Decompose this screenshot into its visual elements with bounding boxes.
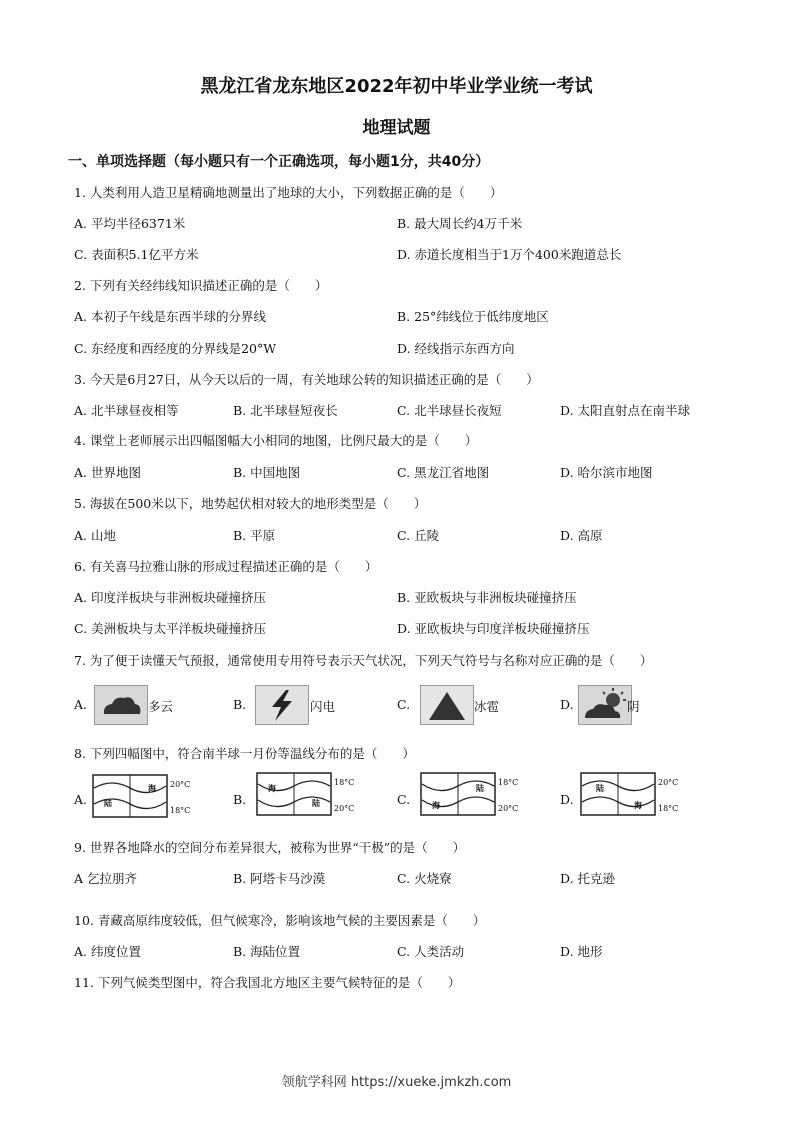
q2-option-c: C. 东经度和西经度的分界线是20°W (74, 341, 277, 356)
question-3: 3. 今天是6月27日，从今天以后的一周，有关地球公转的知识描述正确的是（ ） (74, 372, 539, 387)
q7-option-c: C. (397, 697, 411, 712)
q8-option-a: A. (74, 792, 88, 807)
isotherm-map-d (580, 772, 656, 816)
q7-name-b: 闪电 (310, 699, 336, 714)
q5-option-a: A. 山地 (74, 528, 116, 543)
q9-option-a: A 乞拉朋齐 (74, 871, 138, 886)
question-4: 4. 课堂上老师展示出四幅图幅大小相同的地图，比例尺最大的是（ ） (74, 433, 478, 448)
page-subtitle: 地理试题 (362, 118, 431, 138)
q6-option-a: A. 印度洋板块与非洲板块碰撞挤压 (74, 590, 266, 605)
map-b-temp-2: 20°C (334, 804, 355, 813)
q10-option-a: A. 纬度位置 (74, 944, 141, 959)
q5-option-d: D. 高原 (560, 528, 603, 543)
q3-option-a: A. 北半球昼夜相等 (74, 403, 179, 418)
q8-option-c: C. (397, 792, 411, 807)
map-d-top-label: 陆 (596, 783, 604, 793)
q7-name-c: 冰雹 (474, 699, 500, 714)
map-c-bottom-label: 海 (432, 800, 440, 810)
q4-option-c: C. 黑龙江省地图 (397, 465, 490, 480)
hail-icon (420, 685, 474, 725)
q7-option-d: D. (560, 697, 574, 712)
question-2: 2. 下列有关经纬线知识描述正确的是（ ） (74, 278, 328, 293)
q3-option-d: D. 太阳直射点在南半球 (560, 403, 691, 418)
q8-option-d: D. (560, 792, 574, 807)
isotherm-map-a (92, 774, 168, 818)
q2-option-d: D. 经线指示东西方向 (397, 341, 515, 356)
q7-name-a: 多云 (148, 699, 174, 714)
question-5: 5. 海拔在500米以下，地势起伏相对较大的地形类型是（ ） (74, 496, 427, 511)
q10-option-c: C. 人类活动 (397, 944, 465, 959)
q1-option-b: B. 最大周长约4万千米 (397, 216, 523, 231)
q2-option-b: B. 25°纬线位于低纬度地区 (397, 309, 549, 324)
q6-option-d: D. 亚欧板块与印度洋板块碰撞挤压 (397, 621, 590, 636)
q3-option-b: B. 北半球昼短夜长 (233, 403, 338, 418)
map-a-temp-1: 20°C (170, 780, 191, 789)
q1-option-d: D. 赤道长度相当于1万个400米跑道总长 (397, 247, 622, 262)
q9-option-d: D. 托克逊 (560, 871, 616, 886)
q4-option-b: B. 中国地图 (233, 465, 301, 480)
q10-option-d: D. 地形 (560, 944, 603, 959)
question-11: 11. 下列气候类型图中，符合我国北方地区主要气候特征的是（ ） (74, 975, 461, 990)
lightning-icon (255, 685, 309, 725)
map-d-temp-2: 18°C (658, 804, 679, 813)
question-8: 8. 下列四幅图中，符合南半球一月份等温线分布的是（ ） (74, 746, 415, 761)
q5-option-c: C. 丘陵 (397, 528, 440, 543)
page-title: 黑龙江省龙东地区2022年初中毕业学业统一考试 (200, 76, 593, 97)
q6-option-c: C. 美洲板块与太平洋板块碰撞挤压 (74, 621, 267, 636)
map-b-temp-1: 18°C (334, 778, 355, 787)
map-d-bottom-label: 海 (634, 800, 642, 810)
map-a-bottom-label: 陆 (104, 798, 112, 808)
map-c-top-label: 陆 (476, 783, 484, 793)
q7-option-a: A. (74, 697, 88, 712)
map-b-top-label: 海 (268, 783, 276, 793)
q1-option-a: A. 平均半径6371米 (74, 216, 186, 231)
map-a-temp-2: 18°C (170, 806, 191, 815)
q8-option-b: B. (233, 792, 247, 807)
q9-option-c: C. 火烧寮 (397, 871, 452, 886)
q10-option-b: B. 海陆位置 (233, 944, 301, 959)
question-6: 6. 有关喜马拉雅山脉的形成过程描述正确的是（ ） (74, 559, 378, 574)
footer-watermark: 领航学科网 https://xueke.jmkzh.com (281, 1075, 512, 1090)
question-7: 7. 为了便于读懂天气预报，通常使用专用符号表示天气状况，下列天气符号与名称对应正确的是（ ） (74, 653, 653, 668)
map-b-bottom-label: 陆 (312, 798, 320, 808)
map-d-temp-1: 20°C (658, 778, 679, 787)
section-heading: 一、单项选择题（每小题只有一个正确选项，每小题1分，共40分） (68, 154, 490, 170)
map-c-temp-2: 20°C (498, 804, 519, 813)
isotherm-map-b (256, 772, 332, 816)
overcast-icon (578, 685, 632, 725)
q5-option-b: B. 平原 (233, 528, 276, 543)
cloud-icon (94, 685, 148, 725)
q6-option-b: B. 亚欧板块与非洲板块碰撞挤压 (397, 590, 577, 605)
q1-option-c: C. 表面积5.1亿平方米 (74, 247, 199, 262)
q7-name-d: 阴 (627, 699, 640, 714)
map-a-top-label: 海 (148, 783, 156, 793)
q4-option-d: D. 哈尔滨市地图 (560, 465, 653, 480)
question-9: 9. 世界各地降水的空间分布差异很大，被称为世界“干极”的是（ ） (74, 840, 466, 855)
q2-option-a: A. 本初子午线是东西半球的分界线 (74, 309, 266, 324)
q9-option-b: B. 阿塔卡马沙漠 (233, 871, 326, 886)
question-10: 10. 青藏高原纬度较低，但气候寒冷，影响该地气候的主要因素是（ ） (74, 913, 486, 928)
q4-option-a: A. 世界地图 (74, 465, 141, 480)
map-c-temp-1: 18°C (498, 778, 519, 787)
q7-option-b: B. (233, 697, 247, 712)
q3-option-c: C. 北半球昼长夜短 (397, 403, 502, 418)
question-1: 1. 人类利用人造卫星精确地测量出了地球的大小，下列数据正确的是（ ） (74, 185, 503, 200)
